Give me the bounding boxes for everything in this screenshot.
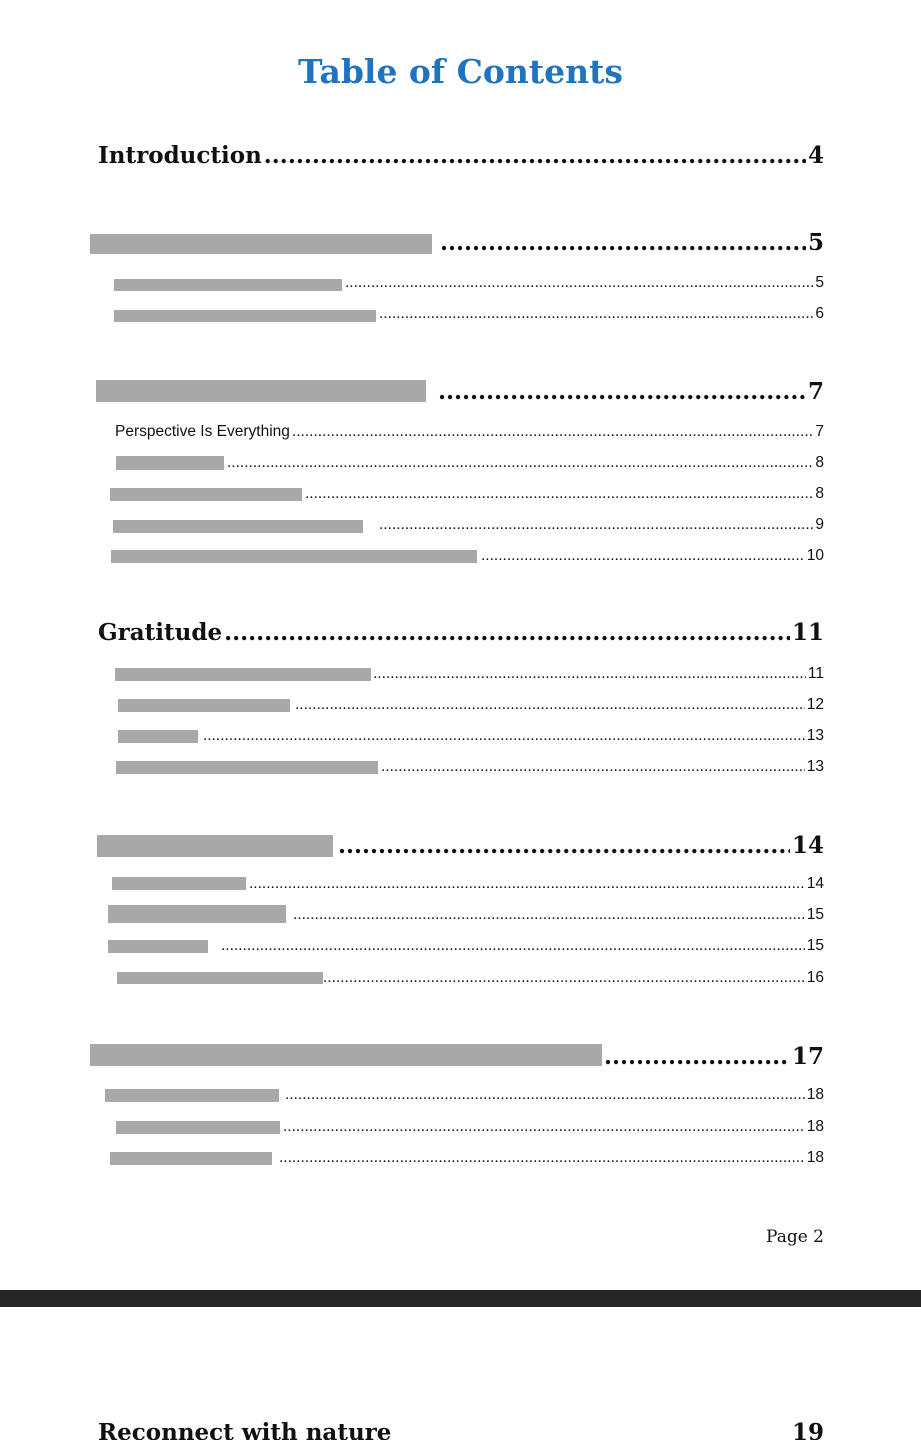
toc-page-number: 14 (806, 875, 824, 892)
redaction-bar (112, 877, 246, 890)
redaction-bar (116, 456, 224, 470)
page-separator (0, 1290, 921, 1307)
dot-leader (604, 1043, 790, 1070)
redaction-bar (90, 234, 432, 254)
dot-leader (381, 758, 805, 776)
dot-leader (345, 274, 813, 292)
toc-page-number: 13 (806, 758, 824, 775)
dot-leader (295, 696, 805, 714)
toc-page-number: 18 (806, 1118, 824, 1135)
page-footer: Page 2 (766, 1227, 824, 1247)
toc-page-number: 16 (806, 969, 824, 986)
toc-section-heading[interactable] (98, 619, 824, 646)
toc-page-number: 7 (815, 423, 824, 440)
toc-section-heading[interactable] (98, 142, 824, 169)
toc-page-number: 6 (815, 305, 824, 322)
toc-page-number: 8 (815, 454, 824, 471)
toc-page-number: 11 (807, 665, 824, 682)
toc-page-number: 15 (806, 906, 824, 923)
toc-page-number: 10 (806, 547, 824, 564)
toc-page-number: 17 (791, 1043, 824, 1070)
dot-leader (224, 619, 790, 646)
dot-leader (481, 547, 805, 565)
dot-leader (323, 969, 805, 987)
dot-leader (440, 229, 806, 256)
redaction-bar (116, 761, 378, 774)
toc-subentry[interactable] (115, 423, 824, 441)
redaction-bar (96, 380, 426, 402)
toc-page-number: 7 (807, 378, 824, 405)
toc-subentry[interactable] (115, 937, 824, 955)
redaction-bar (118, 730, 198, 743)
toc-page-number: 5 (815, 274, 824, 291)
redaction-bar (110, 488, 302, 501)
toc-page-number: 18 (806, 1086, 824, 1103)
redaction-bar (113, 520, 363, 533)
document-page (0, 1307, 921, 1440)
redaction-bar (105, 1089, 279, 1102)
toc-entry-title: Reconnect with nature (98, 1419, 392, 1440)
toc-subentry[interactable] (115, 727, 824, 745)
toc-entry-title: Perspective Is Everything (115, 423, 290, 440)
dot-leader (203, 727, 805, 745)
dot-leader (373, 665, 806, 683)
dot-leader (305, 485, 813, 503)
dot-leader (293, 906, 805, 924)
toc-entry-title: Introduction (98, 142, 262, 169)
toc-section-heading[interactable] (98, 1419, 824, 1440)
redaction-bar (108, 940, 208, 953)
toc-page-number: 15 (806, 937, 824, 954)
dot-leader (338, 832, 790, 859)
redaction-bar (117, 972, 323, 984)
toc-page-number: 4 (807, 142, 824, 169)
redaction-bar (110, 1152, 272, 1165)
dot-leader (283, 1118, 805, 1136)
toc-page-number: 11 (791, 619, 824, 646)
dot-leader (379, 516, 813, 534)
toc-page-number: 18 (806, 1149, 824, 1166)
dot-leader (221, 937, 805, 955)
toc-entry-title: Gratitude (98, 619, 223, 646)
redaction-bar (108, 905, 286, 923)
toc-page-number: 19 (791, 1419, 824, 1440)
toc-page-number: 8 (815, 485, 824, 502)
redaction-bar (97, 835, 333, 857)
dot-leader (438, 378, 806, 405)
toc-page-number: 12 (806, 696, 824, 713)
dot-leader (279, 1149, 805, 1167)
dot-leader (292, 423, 813, 441)
dot-leader (249, 875, 805, 893)
toc-page-number: 14 (791, 832, 824, 859)
redaction-bar (115, 668, 371, 681)
redaction-bar (116, 1121, 280, 1134)
redaction-bar (114, 279, 342, 291)
redaction-bar (114, 310, 376, 322)
dot-leader (379, 305, 813, 323)
dot-leader (285, 1086, 805, 1104)
redaction-bar (90, 1044, 602, 1066)
toc-title: Table of Contents (298, 52, 623, 91)
redaction-bar (118, 699, 290, 712)
toc-page-number: 13 (806, 727, 824, 744)
toc-page-number: 9 (815, 516, 824, 533)
toc-page-number: 5 (807, 229, 824, 256)
dot-leader (264, 142, 806, 169)
dot-leader (227, 454, 813, 472)
redaction-bar (111, 550, 477, 563)
